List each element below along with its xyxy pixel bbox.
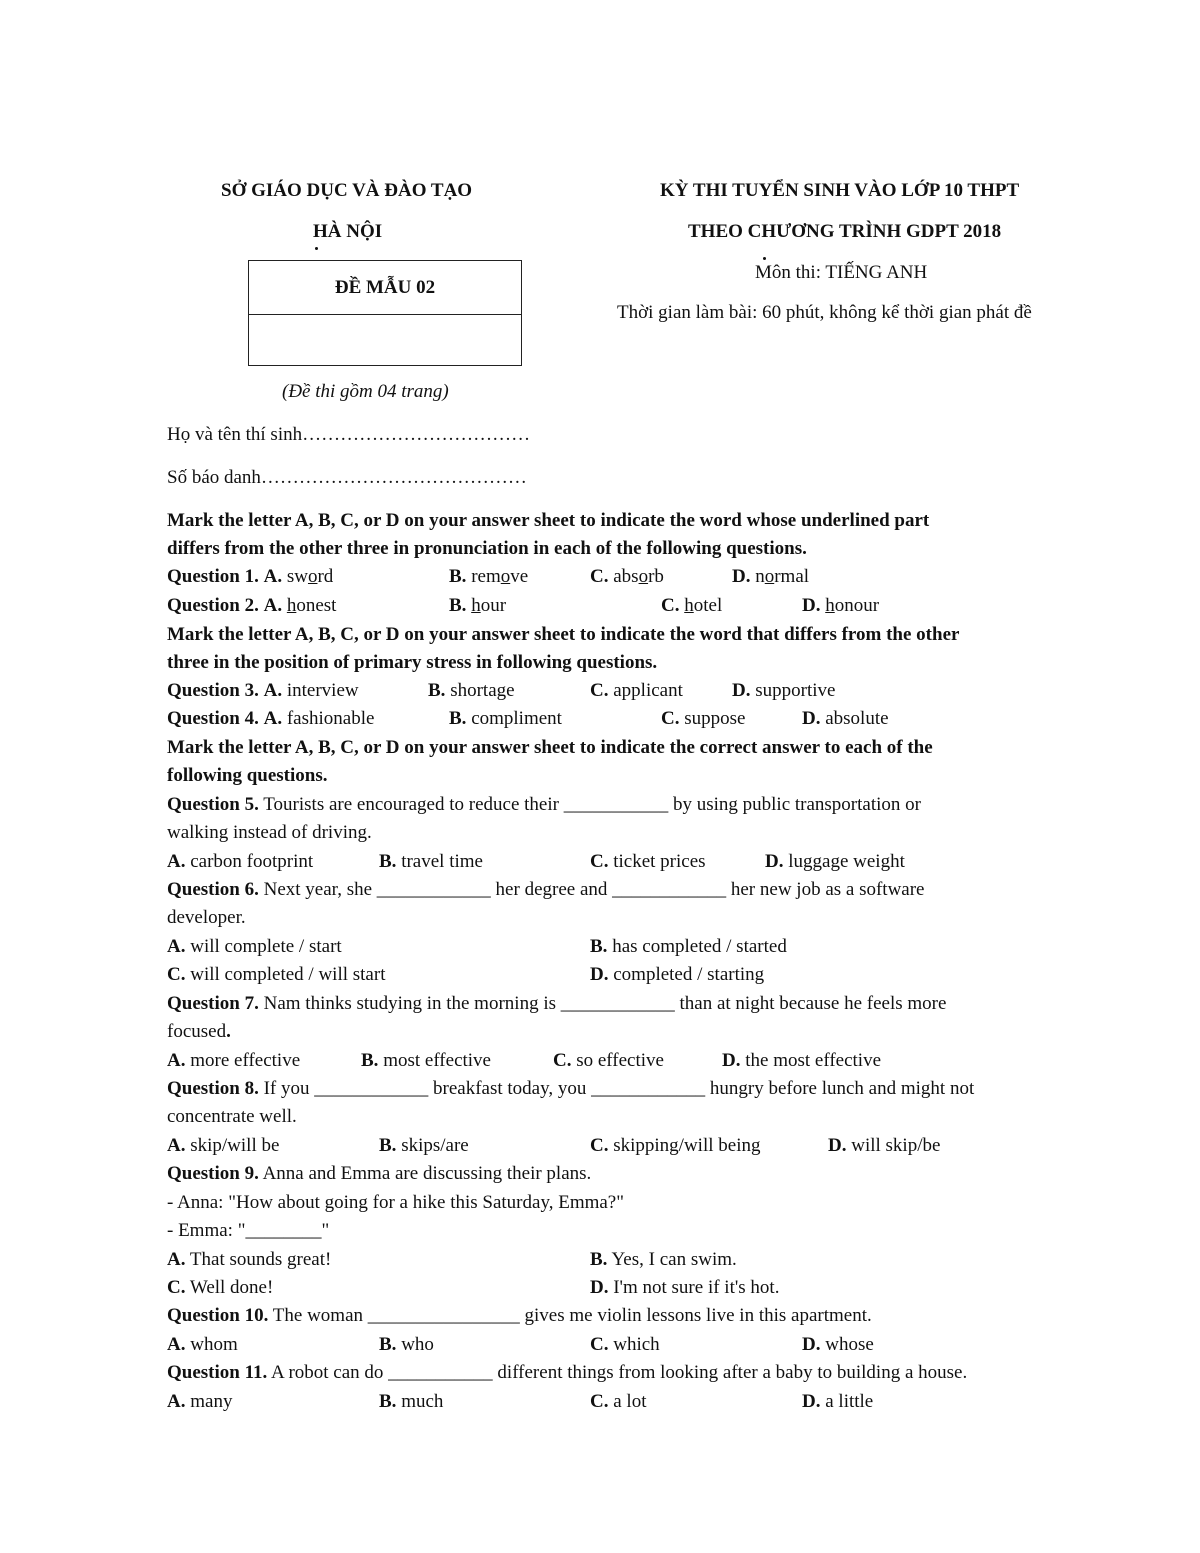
option-b: B. skips/are (379, 1135, 469, 1156)
option-c: C. suppose (661, 708, 746, 729)
question-10: Question 10. The woman ________________ gives me violin lessons live in this apartment. (167, 1305, 872, 1326)
option-a: A. more effective (167, 1050, 301, 1071)
option-a: A. will complete / start (167, 936, 342, 957)
option-c: C. Well done! (167, 1277, 274, 1298)
pages-note: (Đề thi gồm 04 trang) (282, 381, 449, 402)
option-a: A. skip/will be (167, 1135, 280, 1156)
exam-code-box (248, 260, 522, 366)
question-7: Question 7. Nam thinks studying in the morning is ____________ than at night because he feels more (167, 993, 947, 1014)
question-1: Question 1. A. sword (167, 566, 334, 587)
section-instruction: differs from the other three in pronunciation in each of the following questions. (167, 538, 807, 559)
candidate-id-field: Số báo danh…………………………………… (167, 467, 527, 488)
option-c: C. which (590, 1334, 660, 1355)
option-a: A. whom (167, 1334, 238, 1355)
option-d: D. normal (732, 566, 810, 587)
option-a: A. many (167, 1391, 233, 1412)
question-text: developer. (167, 907, 246, 928)
option-d: D. a little (802, 1391, 874, 1412)
option-d: D. the most effective (722, 1050, 881, 1071)
option-b: B. has completed / started (590, 936, 787, 957)
question-2: Question 2. A. honest (167, 595, 337, 616)
option-c: C. hotel (661, 595, 723, 616)
dot-mark (315, 247, 318, 250)
option-d: D. I'm not sure if it's hot. (590, 1277, 780, 1298)
option-b: B. travel time (379, 851, 483, 872)
question-3: Question 3. A. interview (167, 680, 359, 701)
question-5: Question 5. Tourists are encouraged to reduce their ___________ by using public transportation or (167, 794, 921, 815)
question-text: walking instead of driving. (167, 822, 372, 843)
option-c: C. absorb (590, 566, 664, 587)
option-b: B. compliment (449, 708, 562, 729)
option-d: D. luggage weight (765, 851, 905, 872)
option-d: D. honour (802, 595, 880, 616)
section-instruction: following questions. (167, 765, 328, 786)
dialogue-line: - Anna: "How about going for a hike this Saturday, Emma?" (167, 1192, 624, 1213)
exam-code: ĐỀ MẪU 02 (249, 261, 521, 315)
option-d: D. supportive (732, 680, 836, 701)
section-instruction: Mark the letter A, B, C, or D on your answer sheet to indicate the correct answer to each of the (167, 737, 933, 758)
option-c: C. so effective (553, 1050, 664, 1071)
option-b: B. most effective (361, 1050, 491, 1071)
question-4: Question 4. A. fashionable (167, 708, 375, 729)
option-c: C. ticket prices (590, 851, 706, 872)
candidate-name-field: Họ và tên thí sinh……………………………… (167, 424, 531, 445)
option-d: D. completed / starting (590, 964, 765, 985)
question-6: Question 6. Next year, she ____________ her degree and ____________ her new job as a software (167, 879, 925, 900)
section-instruction: Mark the letter A, B, C, or D on your answer sheet to indicate the word that differs from the other (167, 624, 960, 645)
exam-title: KỲ THI TUYỂN SINH VÀO LỚP 10 THPT (660, 180, 1020, 201)
option-c: C. a lot (590, 1391, 647, 1412)
city-name: HÀ NỘI (313, 221, 383, 242)
option-b: B. remove (449, 566, 529, 587)
option-d: D. absolute (802, 708, 889, 729)
question-9: Question 9. Anna and Emma are discussing their plans. (167, 1163, 592, 1184)
section-instruction: Mark the letter A, B, C, or D on your answer sheet to indicate the word whose underlined part (167, 510, 930, 531)
question-text: focused. (167, 1021, 231, 1042)
dialogue-line: - Emma: "________" (167, 1220, 330, 1241)
option-d: D. will skip/be (828, 1135, 941, 1156)
question-text: concentrate well. (167, 1106, 297, 1127)
exam-program: THEO CHƯƠNG TRÌNH GDPT 2018 (688, 221, 1002, 242)
option-d: D. whose (802, 1334, 874, 1355)
option-b: B. much (379, 1391, 444, 1412)
option-c: C. skipping/will being (590, 1135, 761, 1156)
question-11: Question 11. A robot can do ___________ different things from looking after a baby to building a house. (167, 1362, 968, 1383)
section-instruction: three in the position of primary stress in following questions. (167, 652, 658, 673)
question-8: Question 8. If you ____________ breakfast today, you ____________ hungry before lunch and might not (167, 1078, 975, 1099)
option-b: B. shortage (428, 680, 515, 701)
option-b: B. Yes, I can swim. (590, 1249, 737, 1270)
option-a: A. That sounds great! (167, 1249, 332, 1270)
option-b: B. who (379, 1334, 434, 1355)
option-a: A. carbon footprint (167, 851, 314, 872)
option-b: B. hour (449, 595, 507, 616)
option-c: C. will completed / will start (167, 964, 386, 985)
option-c: C. applicant (590, 680, 683, 701)
department-name: SỞ GIÁO DỤC VÀ ĐÀO TẠO (221, 180, 473, 201)
exam-time: Thời gian làm bài: 60 phút, không kể thời gian phát đề (617, 302, 1032, 323)
dot-mark (763, 257, 766, 260)
exam-subject: Môn thi: TIẾNG ANH (755, 262, 928, 283)
